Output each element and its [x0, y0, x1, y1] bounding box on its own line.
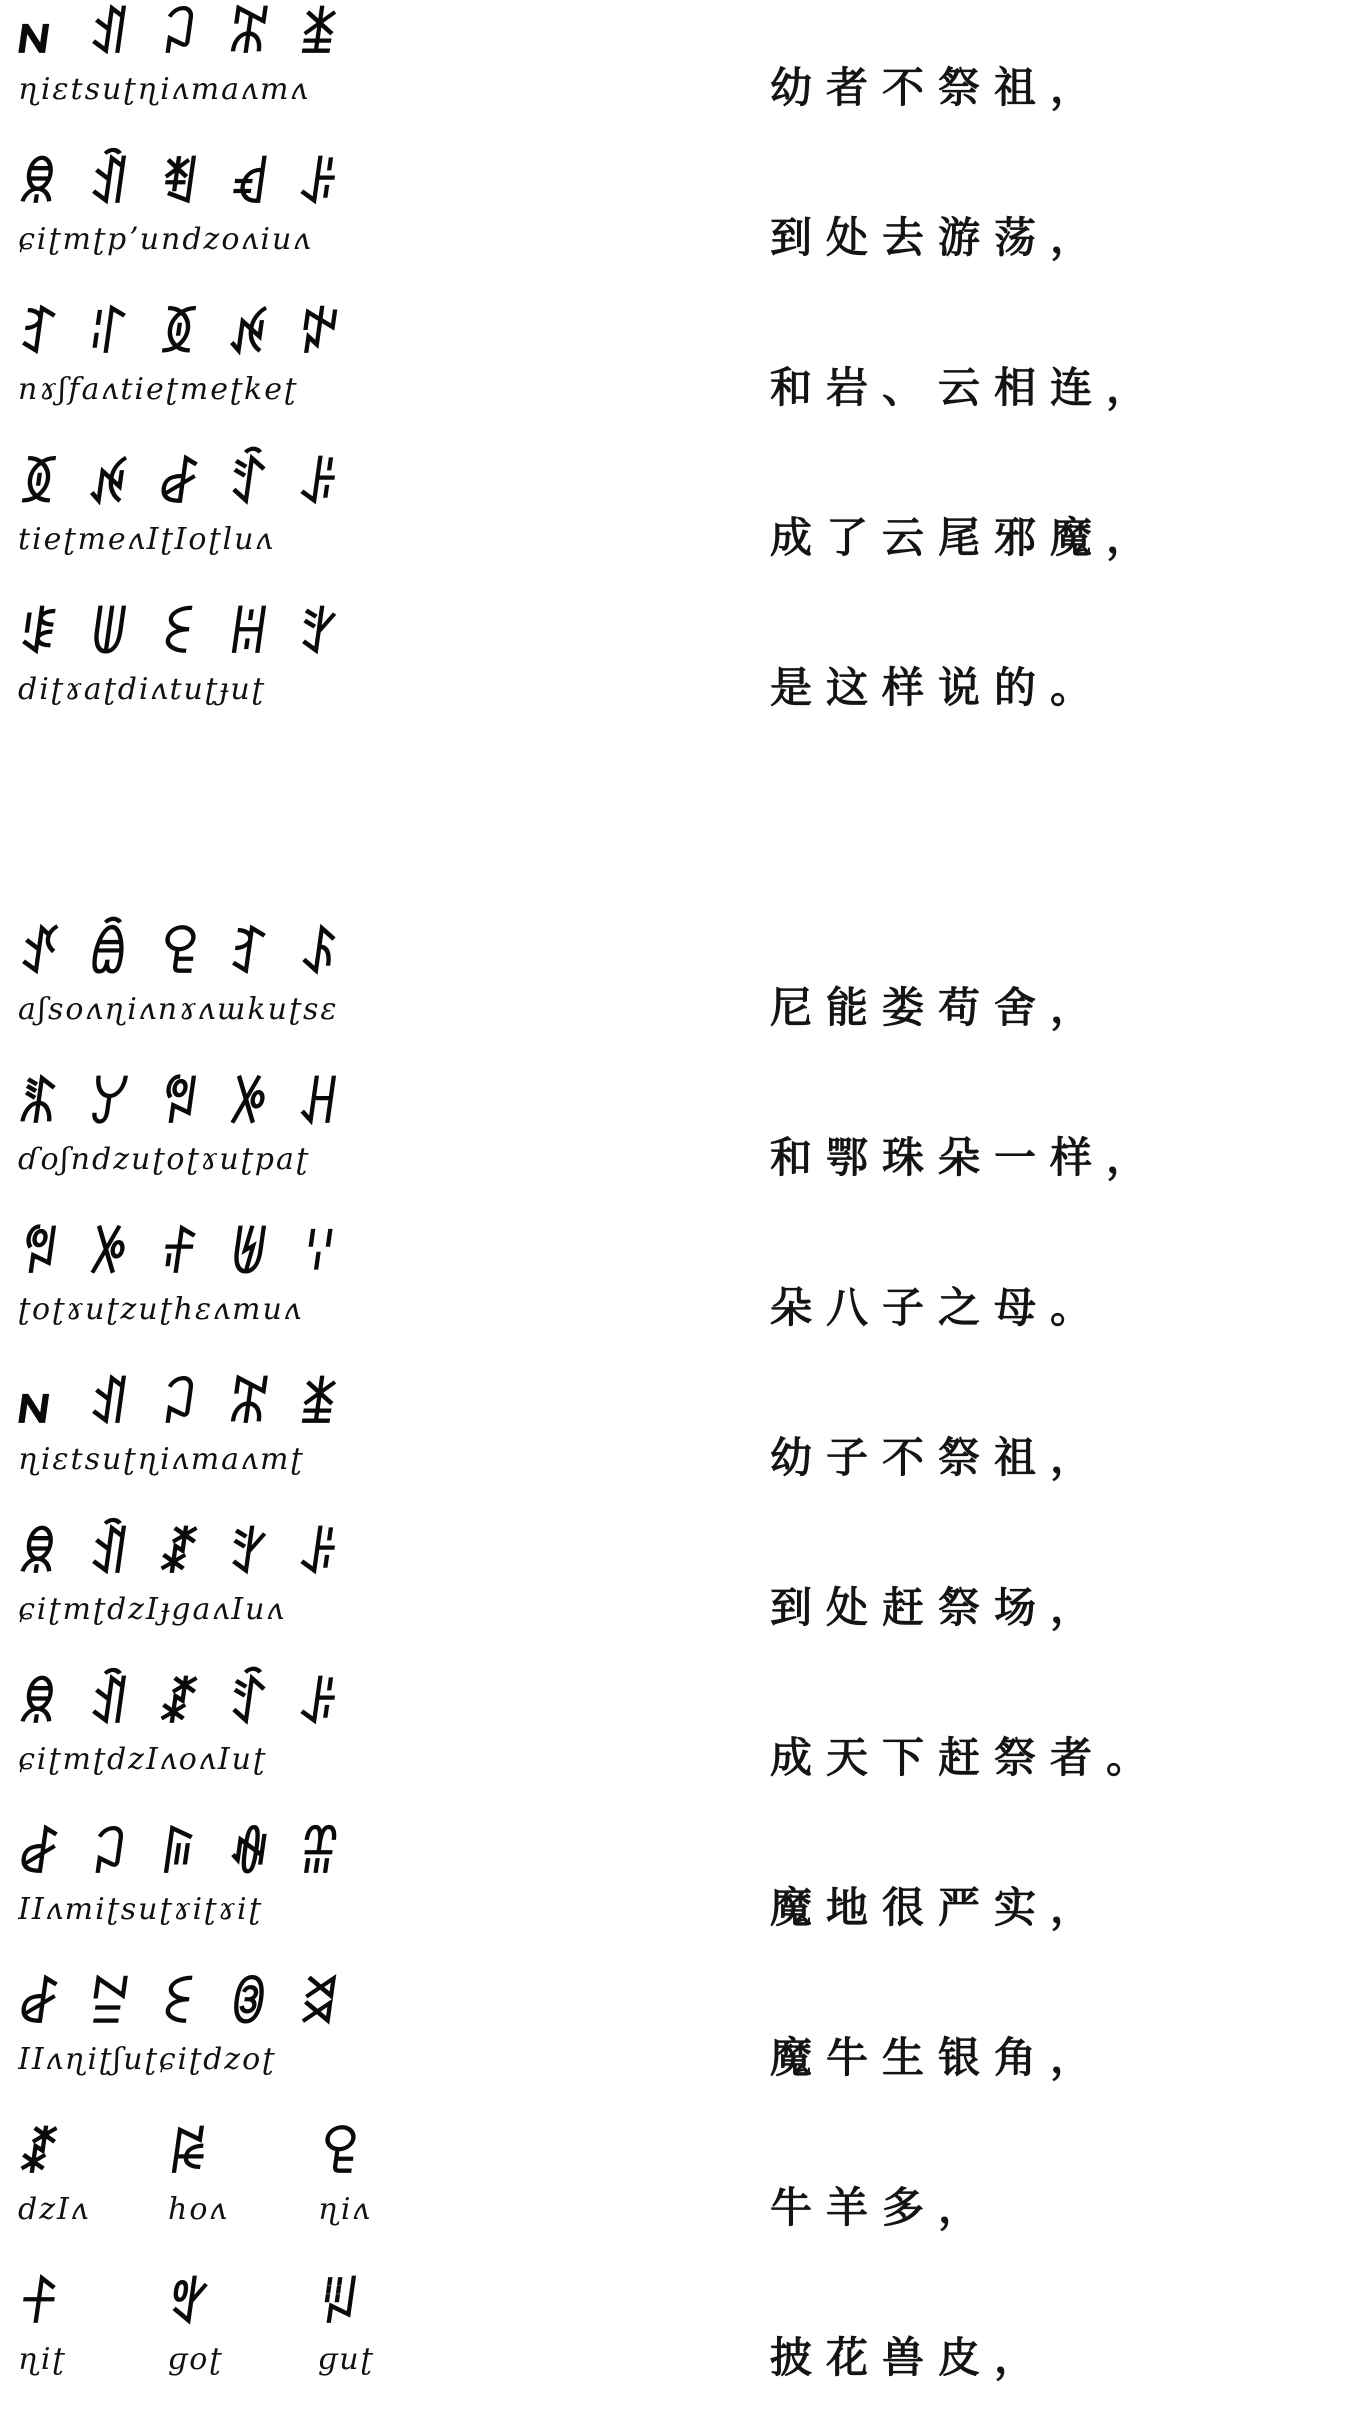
verse-line: [0, 2120, 1359, 2270]
yi-glyph: ꊂ: [83, 1975, 141, 2035]
yi-glyph: ꀍ: [223, 605, 281, 665]
chinese-translation: 成了云尾邪魔，: [770, 513, 1163, 562]
verse-line: [0, 1520, 1359, 1670]
yi-glyph: ꅉ: [153, 305, 211, 365]
romanization: IIʌɳiʈʃuʈɕiʈdzoʈ: [18, 2042, 277, 2077]
verse-line: [0, 1820, 1359, 1970]
yi-glyph: ꅉ: [13, 455, 71, 515]
romanization: [18, 2340, 438, 2380]
yi-glyph: ꋂ: [223, 1975, 281, 2035]
yi-verse: [13, 150, 458, 290]
yi-glyph: ꀊ: [83, 1375, 141, 1435]
yi-script-line: [14, 2124, 443, 2186]
yi-glyph: ꃀ: [153, 5, 211, 65]
yi-glyph: ꇬ: [293, 605, 351, 665]
romanization-word: hoʌ: [168, 2192, 229, 2227]
yi-glyph: ꉢ: [293, 305, 351, 365]
yi-glyph: ꌠ: [293, 455, 351, 515]
yi-glyph: ꁧ: [293, 5, 351, 65]
yi-glyph: ꆈ: [223, 925, 281, 985]
chinese-translation: 牛羊多，: [770, 2183, 995, 2232]
romanization-word: dzIʌ: [18, 2192, 90, 2227]
yi-glyph: ꀋ: [13, 925, 71, 985]
yi-script-line: [14, 1374, 463, 1436]
yi-glyph: ꄙ: [153, 1225, 211, 1285]
yi-glyph: ꌠ: [293, 155, 351, 215]
yi-glyph: ꆈ: [13, 305, 71, 365]
yi-glyph: ꎁ: [83, 925, 141, 985]
chinese-translation: 是这样说的。: [770, 663, 1107, 712]
yi-verse: [13, 600, 458, 740]
yi-glyph: ꆀ: [13, 1975, 71, 2035]
yi-script-line: [14, 1524, 463, 1586]
yi-script-line: [14, 4, 463, 66]
yi-glyph: ꉼ: [83, 1225, 141, 1285]
verse-line: [0, 2270, 1359, 2420]
verse-line: [0, 150, 1359, 300]
yi-verse: [13, 0, 458, 140]
yi-glyph: ꃀ: [153, 1375, 211, 1435]
yi-glyph: ꄓ: [223, 5, 281, 65]
chinese-translation: 幼者不祭祖，: [770, 63, 1107, 112]
yi-glyph: ꄗ: [153, 925, 211, 985]
yi-script-line: [14, 1074, 463, 1136]
romanization-word: ɳiʈ: [18, 2342, 67, 2377]
romanization: ɕiʈmʈdzIɟgaʌIuʌ: [18, 1592, 286, 1627]
yi-glyph: ꊿ: [223, 1825, 281, 1885]
yi-glyph: 𐌽: [13, 5, 63, 65]
verse-line: [0, 300, 1359, 450]
chinese-translation: 披花兽皮，: [770, 2333, 1051, 2382]
verse-line: [0, 920, 1359, 1070]
yi-glyph: ꂫ: [313, 2275, 371, 2335]
yi-glyph: ꌋ: [13, 155, 71, 215]
verse-line: [0, 0, 1359, 150]
yi-glyph: ꁧ: [293, 1375, 351, 1435]
yi-glyph: ꆀ: [13, 1825, 71, 1885]
yi-verse: [13, 1220, 458, 1360]
yi-verse: [13, 300, 458, 440]
romanization: aʃsoʌɳiʌnɤʌɯkuʈsɛ: [18, 992, 339, 1027]
yi-glyph: ꃰ: [163, 2275, 221, 2335]
romanization: [18, 2190, 438, 2230]
yi-glyph: ꊨ: [13, 2125, 71, 2185]
chinese-translation: 尼能娄苟舍，: [770, 983, 1107, 1032]
yi-glyph: ꊰ: [13, 2275, 71, 2335]
yi-glyph: ꊨ: [153, 1525, 211, 1585]
yi-glyph: ꏂ: [153, 1975, 211, 2035]
yi-script-line: [14, 454, 463, 516]
yi-glyph: ꉼ: [223, 1075, 281, 1135]
yi-script-line: [14, 924, 463, 986]
romanization: ɗoʃndzuʈoʈɤuʈpaʈ: [18, 1142, 310, 1177]
yi-glyph: ꌌ: [83, 305, 141, 365]
yi-glyph: ꅝ: [153, 1075, 211, 1135]
yi-glyph: ꄮ: [153, 155, 211, 215]
yi-script-line: [14, 1974, 463, 2036]
chinese-translation: 朵八子之母。: [770, 1283, 1107, 1332]
romanization: ʈoʈɤuʈzuʈhɛʌmuʌ: [18, 1292, 303, 1327]
romanization: diʈɤaʈdiʌtuʈɟuʈ: [18, 672, 266, 707]
yi-glyph: ꄷ: [223, 1675, 281, 1735]
yi-glyph: ꆀ: [153, 455, 211, 515]
verse-line: [0, 1220, 1359, 1370]
yi-verse: [13, 1670, 458, 1810]
yi-glyph: ꃀ: [83, 1825, 141, 1885]
yi-glyph: ꅝ: [13, 1225, 71, 1285]
yi-verse: [13, 1070, 458, 1210]
yi-script-line: [14, 1224, 463, 1286]
yi-verse: [13, 1520, 458, 1660]
yi-verse: [13, 2270, 458, 2410]
yi-glyph: ꌋ: [13, 1525, 71, 1585]
yi-glyph: ꃹ: [223, 155, 281, 215]
romanization: ɕiʈmʈdzIʌoʌIuʈ: [18, 1742, 268, 1777]
yi-glyph: ꈬ: [293, 1975, 351, 2035]
chinese-translation: 和岩、云相连，: [770, 363, 1163, 412]
yi-glyph: ꉌ: [83, 455, 141, 515]
chinese-translation: 魔地很严实，: [770, 1883, 1107, 1932]
romanization: ɳiɛtsuʈɳiʌmaʌmʈ: [18, 1442, 305, 1477]
yi-glyph: ꌠ: [293, 1525, 351, 1585]
verse-line: [0, 1370, 1359, 1520]
yi-verse: [13, 450, 458, 590]
yi-glyph: ꌠ: [293, 1675, 351, 1735]
yi-script-line: [14, 304, 463, 366]
yi-glyph: ꏂ: [153, 605, 211, 665]
yi-glyph: ꊋ: [13, 1075, 71, 1135]
yi-glyph: ꄓ: [223, 1375, 281, 1435]
romanization: nɤʃfaʌtieʈmeʈkeʈ: [18, 372, 299, 407]
yi-glyph: ꌐ: [13, 605, 71, 665]
romanization-word: ɡuʈ: [318, 2342, 375, 2377]
yi-glyph: ꄷ: [223, 455, 281, 515]
yi-glyph: ꉅ: [223, 1225, 281, 1285]
yi-verse: [13, 920, 458, 1060]
yi-glyph: ꃅ: [293, 1075, 351, 1135]
yi-script-line: [14, 154, 463, 216]
yi-glyph: ꈌ: [293, 1225, 351, 1285]
yi-glyph: ꌋ: [13, 1675, 71, 1735]
chinese-translation: 幼子不祭祖，: [770, 1433, 1107, 1482]
romanization: IIʌmiʈsuʈɤiʈɤiʈ: [18, 1892, 263, 1927]
chinese-translation: 魔牛生银角，: [770, 2033, 1107, 2082]
romanization: tieʈmeʌIʈIoʈluʌ: [18, 522, 275, 557]
yi-glyph: ꇬ: [223, 1525, 281, 1585]
yi-glyph: ꄗ: [313, 2125, 371, 2185]
chinese-translation: 和鄂珠朵一样，: [770, 1133, 1163, 1182]
yi-glyph: ꌺ: [293, 925, 351, 985]
chinese-translation: 到处去游荡，: [770, 213, 1107, 262]
yi-script-line: [14, 604, 463, 666]
yi-glyph: ꌕ: [153, 1825, 211, 1885]
romanization-word: ɡoʈ: [168, 2342, 224, 2377]
yi-glyph: ꀊ: [83, 5, 141, 65]
verse-line: [0, 1070, 1359, 1220]
romanization: ɳiɛtsuʈɳiʌmaʌmʌ: [18, 72, 310, 107]
yi-verse: [13, 2120, 458, 2260]
yi-glyph: ꀉ: [83, 1675, 141, 1735]
verse-line: [0, 450, 1359, 600]
yi-glyph: ꀉ: [83, 155, 141, 215]
verse-line: [0, 1970, 1359, 2120]
chinese-translation: 成天下赶祭者。: [770, 1733, 1163, 1782]
yi-glyph: 𐌽: [13, 1375, 63, 1435]
yi-verse: [13, 1970, 458, 2110]
romanization-word: ɳiʌ: [318, 2192, 372, 2227]
yi-script-line: [14, 2274, 443, 2336]
yi-glyph: ꀉ: [83, 1525, 141, 1585]
yi-glyph: ꍅ: [293, 1825, 351, 1885]
yi-glyph: ꉌ: [223, 305, 281, 365]
verse-line: [0, 600, 1359, 750]
yi-glyph: ꅐ: [83, 605, 141, 665]
yi-glyph: ꀙ: [163, 2125, 221, 2185]
yi-glyph: ꌦ: [83, 1075, 141, 1135]
romanization: ɕiʈmʈpʼundzoʌiuʌ: [18, 222, 313, 257]
yi-glyph: ꊨ: [153, 1675, 211, 1735]
yi-script-line: [14, 1824, 463, 1886]
yi-verse: [13, 1370, 458, 1510]
yi-verse: [13, 1820, 458, 1960]
chinese-translation: 到处赶祭场，: [770, 1583, 1107, 1632]
yi-script-line: [14, 1674, 463, 1736]
verse-line: [0, 1670, 1359, 1820]
